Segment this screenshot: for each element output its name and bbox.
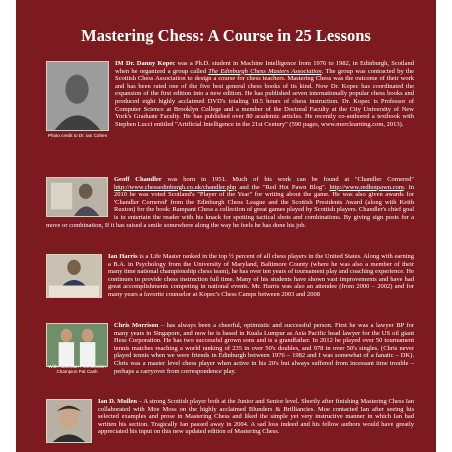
photo-harris: [46, 254, 102, 298]
cover-title: Mastering Chess: A Course in 25 Lessons: [81, 26, 371, 45]
bio-text-harris: is a Life Master ranked in the top ½ percent of all chess players in the United States. Along with earning a B.A. in Psychology from the University of Maryland, Baltimore County (where he was also a member of their many time national championship chess team), he has over ten years of tournament play and coaching experience. He continues to provide chess instruction full time. Many of his students have shown vast improvements and have had great accomplishments competing in national events. Mr. Harris was also an attendee (from 2000 – 2002) and for many years a favorite counselor at Kopec's Chess Camps between 2003 and 2008: [108, 253, 414, 298]
chandler-link-2[interactable]: http://www.redhotpawn.com: [329, 183, 404, 191]
bio-harris: [46, 253, 414, 299]
book-back-cover: [16, 0, 436, 452]
bio-morrison: [46, 322, 414, 378]
chandler-link-1[interactable]: http://www.chessedinburgh.co.uk/chandler.php: [114, 183, 237, 191]
bio-text-kopec-b: . The group was contracted by the Scottish Chess Association to design a course for chess teachers. Mastering Chess was the outcome of their work and has been rated one of the five best general chess books of its kind. Now Dr. Kopec has coordinated the expansion of the first edition into a new edition. He has published seven internationally popular chess books and produced eight highly acclaimed DVD's totaling 18.5 hours of chess instruction. Dr. Kopec is Professor of Computer Science at Brooklyn College and a member of the Doctoral Faculty at the City University of New York's Graduate Faculty. He has published over 80 academic articles. He recently co-authored a textbook with Stephen Lucci entitled "Artificial Intelligence in the 21st Century" (590 pages, www.merclearning.com, 2013).: [115, 67, 414, 128]
photo-morrison: [46, 323, 108, 375]
photo-caption-kopec: Photo credit to Dr. Ian Cohen: [47, 133, 108, 139]
bio-org-link[interactable]: The Edinburgh Chess Masters Association: [208, 67, 322, 75]
photo-chandler: [46, 177, 108, 217]
bio-name-chandler: Geoff Chandler: [114, 176, 162, 183]
photo-mullen: [46, 399, 92, 443]
photo-caption-morrison: With Australian / Wimbledon Champion Pat Cash: [48, 364, 106, 375]
photo-kopec: [46, 61, 109, 139]
bio-name-mullen: Ian D. Mullen: [98, 398, 138, 405]
bio-name-morrison: Chris Morrison: [114, 322, 159, 329]
bio-name-kopec: IM Dr. Danny Kopec: [115, 60, 176, 67]
bio-text-chandler-c: . In 2010 he was voted Scotland's "Player of the Year" for writing about the game. He was also given awards for 'Chandler Cornered' from the Edinburgh Chess League and the Scottish Presidents Award (along with Keith Ruxton) for the book: Rampant Chess a collection of great games played by Scottish players. Chandler's chief goal is to entertain the reader with his knack for spotting tactical shots and combinations. By giving sign posts for a move or combination, If it has raised a smile somewhere along the way he feels he has done his job.: [46, 183, 414, 229]
bio-text-morrison: – has always been a cheerful, optimistic and successful person. First he was a lawyer BP for many years in Singapore, and now he is based in Kuala Lumpur as Asia Pacific head lawyer for the US oil giant Hess Corporation. He has two successful grown sons and is a grandfather. In 2012 he played over 50 tournament tennis matches reaching a world ranking of 235 in over 50's doubles, and 978 in over 50's singles. (Chris never played tennis when we were friends in Edinburgh between 1976 – 1982 and I was somewhat of a fanatic – DK). Chris was a master level chess player when active in his 20's but always suffered from incessant time trouble – perhaps a carryover from correspondence play.: [114, 322, 414, 375]
bio-text-chandler-b: and the "Red Hot Pawn Blog".: [236, 183, 330, 191]
bio-kopec: [46, 60, 415, 139]
bio-mullen: [46, 398, 414, 444]
bio-chandler: [46, 176, 414, 229]
bio-text-chandler-a: was born in 1951. Much of his work can be found at "Chandler Cornered": [161, 176, 414, 183]
bio-name-harris: Ian Harris: [108, 253, 138, 260]
bio-text-mullen: – A strong Scottish player both at the Junior and Senior level. Shortly after finishing Mastering Chess Ian collaborated with Moe Moss on the highly acclaimed Blunders & Brilliancies. Moe contacted Ian after seeing his selected examples and prose in Mastering Chess and liked the simple yet very instructive manner in which Ian had written his section. Tragically Ian passed away in 2004. A sad loss indeed and his fellow authors would have greatly appreciated his input on this new updated edition of Mastering Chess.: [98, 398, 414, 436]
bio-text-kopec-a: was a Ph.D. student in Machine Intelligence from 1976 to 1982, in Edinburgh, Scotland when he organized a group called: [115, 60, 415, 75]
